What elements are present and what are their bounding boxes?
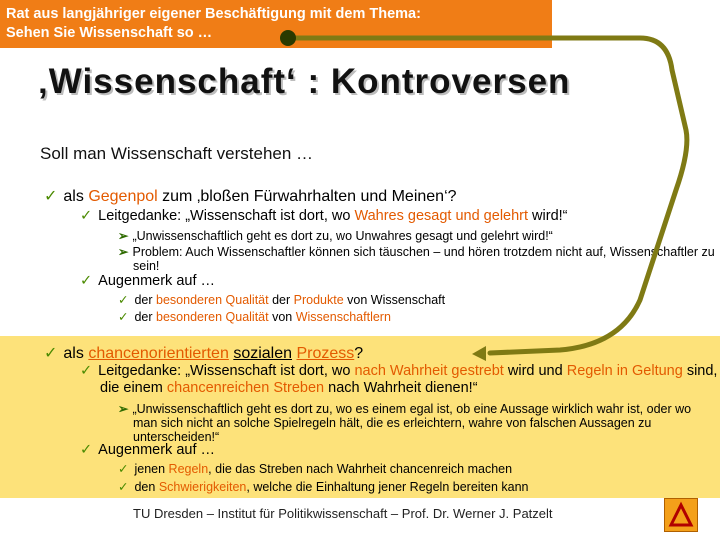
item1-sub2: ➢ Problem: Auch Wissenschaftler können sich täuschen – und hören trotzdem nicht auf, Wissenschaftler zu sein! bbox=[118, 245, 715, 273]
item1-augenmerk-1: ✓ der besonderen Qualität der Produkte von Wissenschaft bbox=[118, 293, 446, 307]
item1-heading: ✓ als Gegenpol zum ‚bloßen Fürwahrhalten und Meinen‘? bbox=[44, 188, 457, 205]
slide-title: ‚Wissenschaft‘ : Kontroversen bbox=[38, 62, 571, 101]
arrow-icon: ➢ bbox=[118, 229, 129, 243]
item2-augenmerk-1: ✓ jenen Regeln, die das Streben nach Wahrheit chancenreich machen bbox=[118, 462, 513, 476]
header-line-1: Rat aus langjähriger eigener Beschäftigung mit dem Thema: bbox=[6, 6, 421, 22]
check-icon: ✓ bbox=[80, 273, 93, 289]
item2-augenmerk-2: ✓ den Schwierigkeiten, welche die Einhaltung jener Regeln bereiten kann bbox=[118, 480, 529, 494]
arrow-icon: ➢ bbox=[118, 402, 129, 416]
check-icon: ✓ bbox=[80, 208, 93, 224]
check-icon: ✓ bbox=[118, 480, 129, 494]
item1-leitgedanke: ✓ Leitgedanke: „Wissenschaft ist dort, wo Wahres gesagt und gelehrt wird!“ bbox=[80, 208, 568, 224]
arrow-icon: ➢ bbox=[118, 245, 129, 259]
item2-leitgedanke: ✓ Leitgedanke: „Wissenschaft ist dort, wo nach Wahrheit gestrebt wird und Regeln in Geltung sind, die einem chancenreichen Streben nach Wahrheit dienen!“ bbox=[80, 363, 718, 396]
slide-subtitle: Soll man Wissenschaft verstehen … bbox=[40, 144, 314, 163]
check-icon: ✓ bbox=[118, 462, 129, 476]
institute-logo-icon bbox=[664, 498, 698, 532]
footer-text: TU Dresden – Institut für Politikwissenschaft – Prof. Dr. Werner J. Patzelt bbox=[133, 506, 553, 521]
item2-augenmerk: ✓ Augenmerk auf … bbox=[80, 442, 216, 458]
header-line-2: Sehen Sie Wissenschaft so … bbox=[6, 25, 213, 41]
check-icon: ✓ bbox=[118, 310, 129, 324]
item1-sub1: ➢ „Unwissenschaftlich geht es dort zu, wo Unwahres gesagt und gelehrt wird!“ bbox=[118, 229, 553, 243]
check-icon: ✓ bbox=[80, 442, 93, 458]
item2-sub1: ➢ „Unwissenschaftlich geht es dort zu, wo es einem egal ist, ob eine Aussage wirklich wahr ist, oder wo man sich nicht an solche Spielregeln hält, die es erleichtern, wahre von falschen Aussagen zu unterscheiden!“ bbox=[118, 402, 692, 444]
check-icon: ✓ bbox=[44, 345, 58, 362]
item2-heading: ✓ als chancenorientierten sozialen Prozess? bbox=[44, 345, 364, 362]
check-icon: ✓ bbox=[44, 188, 58, 205]
item1-augenmerk-2: ✓ der besonderen Qualität von Wissenschaftlern bbox=[118, 310, 391, 324]
check-icon: ✓ bbox=[118, 293, 129, 307]
check-icon: ✓ bbox=[80, 363, 93, 379]
item1-augenmerk: ✓ Augenmerk auf … bbox=[80, 273, 216, 289]
